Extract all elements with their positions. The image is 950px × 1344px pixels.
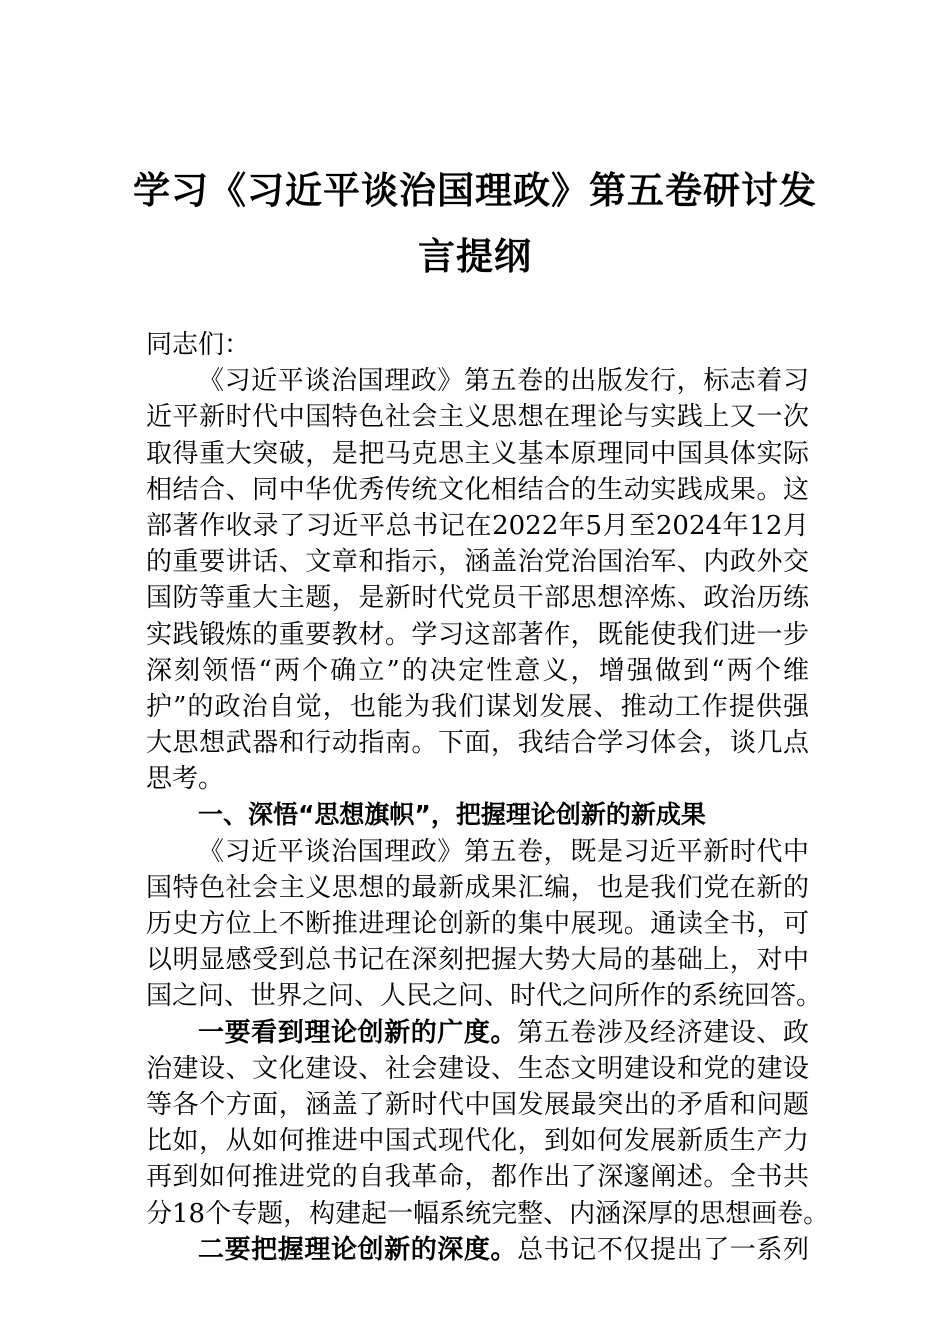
text-line: 等各个方面，涵盖了新时代中国发展最突出的矛盾和问题 [146,1089,809,1120]
text-line: 国特色社会主义思想的最新成果汇编，也是我们党在新的 [146,872,809,903]
point-1-lead: 一要看到理论创新的广度。 [198,1017,518,1048]
text-line: 以明显感受到总书记在深刻把握大势大局的基础上，对中 [146,945,809,976]
point-1-text: 第五卷涉及经济建设、政 [517,1017,809,1048]
text-line: 相结合、同中华优秀传统文化相结合的生动实践成果。这 [146,474,809,505]
text-line: 比如，从如何推进中国式现代化，到如何发展新质生产力 [146,1126,809,1157]
text-line: 《习近平谈治国理政》第五卷，既是习近平新时代中 [198,836,809,867]
point-1-first-line [146,1015,809,1051]
text-line: 部著作收录了习近平总书记在2022年5月至2024年12月 [146,510,809,541]
document-body [146,327,830,1268]
text-line: 国防等重大主题，是新时代党员干部思想淬炼、政治历练 [146,583,809,614]
point-2-first-line [146,1232,809,1268]
intro-paragraph [146,363,809,797]
text-line: 的重要讲话、文章和指示，涵盖治党治国治军、内政外交 [146,547,809,578]
point-1-paragraph [146,1051,830,1232]
document-title-line-2: 言提纲 [418,234,532,278]
section-1-heading: 一、深悟“思想旗帜”，把握理论创新的新成果 [198,800,706,830]
text-line: 大思想武器和行动指南。下面，我结合学习体会，谈几点 [146,728,809,759]
text-line: 再到如何推进党的自我革命，都作出了深邃阐述。全书共 [146,1162,809,1193]
text-line: 取得重大突破，是把马克思主义基本原理同中国具体实际 [146,438,809,469]
text-line: 历史方位上不断推进理论创新的集中展现。通读全书，可 [146,909,809,939]
text-line: 深刻领悟“两个确立”的决定性意义，增强做到“两个维 [146,655,809,686]
document-title-line-1: 学习《习近平谈治国理政》第五卷研讨发 [133,168,817,212]
text-line: 《习近平谈治国理政》第五卷的出版发行，标志着习 [198,366,809,397]
section-1-paragraph [146,834,823,1015]
text-line: 护”的政治自觉，也能为我们谋划发展、推动工作提供强 [146,691,809,722]
text-line: 近平新时代中国特色社会主义思想在理论与实践上又一次 [146,402,809,433]
point-2-lead: 二要把握理论创新的深度。 [198,1234,518,1265]
text-line: 实践锻炼的重要教材。学习这部著作，既能使我们进一步 [146,619,809,650]
text-line: 思考。 [146,764,225,795]
text-line: 国之问、世界之问、人民之问、时代之问所作的系统回答。 [146,981,823,1012]
point-2-text: 总书记不仅提出了一系列 [517,1234,809,1265]
salutation: 同志们： [146,330,251,360]
text-line: 分18个专题，构建起一幅系统完整、内涵深厚的思想画卷。 [146,1198,830,1229]
text-line: 治建设、文化建设、社会建设、生态文明建设和党的建设 [146,1053,809,1084]
